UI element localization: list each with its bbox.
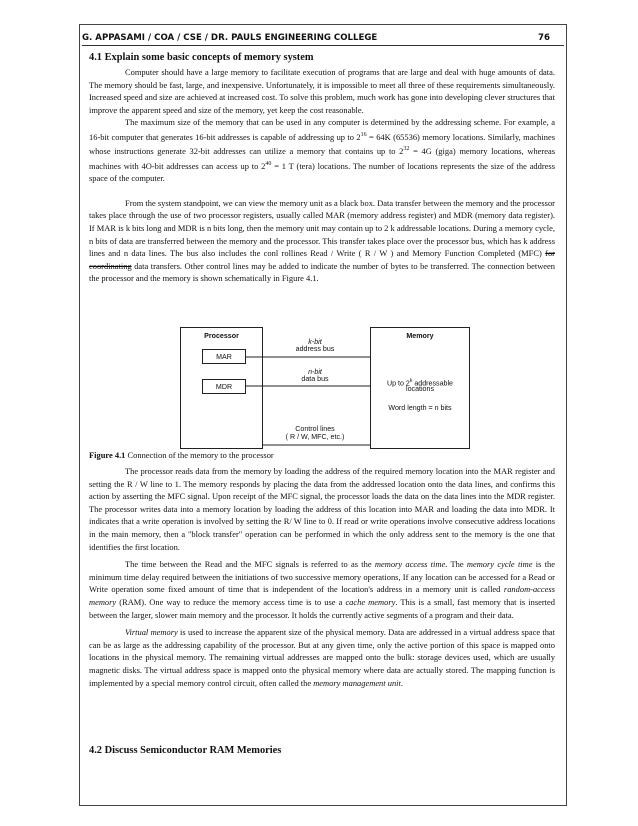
- address-bus-label: address bus: [295, 345, 335, 353]
- page-number: 76: [538, 33, 550, 43]
- word-length-label: Word length = n bits: [388, 404, 452, 412]
- paragraph-black-box: From the system standpoint, we can view the memory unit as a black box. Data transfer between the memory and the processor takes place through the use of two processor registers, usually called MAR (memory address register) and MDR (memory data register). If MAR is k bits long and MDR is n bits long, then the memory unit may contain up to 2 k addressable locations. During a memory cycle, n bits of data are transferred between the memory and the processor. This transfer takes place over the processor bus, which has k address lines and n data lines. The bus also includes the conl rollines Read / Write ( R / W ) and Memory Function Completed (MFC) for coordinating data transfers. Other control lines may be added to indicate the number of bytes to be transferred. The connection between the processor and the memory is shown schematically in Figure 4.1.: [89, 197, 555, 284]
- paragraph-virtual-memory: Virtual memory is used to increase the apparent size of the physical memory. Data are addressed in a virtual address space that can be as large as the addressing capability of the processor. But at any given time, only the active portion of this space is mapped onto locations in the physical memory. The remaining virtual addresses are mapped onto the bulk: storage devices used, which are usually magnetic disks. The virtual address space is mapped onto the physical memory where data are actually stored. The mapping function is implemented by a special memory control circuit, often called the memory management unit.: [89, 627, 556, 688]
- paragraph-access-time: The time between the Read and the MFC signals is referred to as the memory access time. The memory cycle time is the minimum time delay required between the initiations of two successive memory operations, If any location can be accessed for a Read or Write operation some fixed amount of time that is independent of the location's address in a memory unit is called random-access memory (RAM). One way to reduce the memory access time is to use a cache memory. This is a small, fast memory that is inserted between the larger, slower main memory and the processor. It holds the currently active segments of a program and their data.: [89, 559, 555, 620]
- memory-capacity-label: Up to 2$^k$ addressable: [387, 378, 453, 388]
- paragraph-read-write: The processor reads data from the memory by loading the address of the required memory location into the MAR register and setting the R / W line to 1. The memory responds by placing the data from the addressed location onto the data lines, and confirms this action by asserting the MFC signal. Upon receipt of the MFC signal, the processor loads the data on the data lines into the MDR register. The processor writes data into a memory location by loading the address of this location into MAR and loading the data into MDR. It indicates that a write operation is involved by setting the R/ W line to 0. If read or write operations involve consecutive address locations in the main memory, then a "block transfer" operation can be performed in which the only address sent to the memory is the one that identifies the first location.: [89, 466, 555, 552]
- section-4-1-text: [89, 66, 555, 285]
- control-lines-label: Control lines: [295, 425, 335, 433]
- page-header: [82, 33, 564, 43]
- section-heading-4-2: 4.2 Discuss Semiconductor RAM Memories: [89, 745, 282, 756]
- data-bus-label: data bus: [301, 375, 329, 383]
- mar-label: MAR: [216, 353, 232, 361]
- paragraph-memory-requirements: Computer should have a large memory to facilitate execution of programs that are large and deal with huge amounts of data. The memory should be fast, large, and inexpensive. Unfortunately, it is impossible to meet all three of these requirements simultaneously. Increased speed and size are achieved at increased cost. To solve this problem, much work has gone into developing clever structures that improve the apparent speed and size of the memory, yet keep the cost reasonable.: [89, 67, 555, 115]
- section-heading-4-1: 4.1 Explain some basic concepts of memory system: [89, 52, 314, 63]
- memory-label: Memory: [406, 332, 434, 340]
- header-title: G. APPASAMI / COA / CSE / DR. PAULS ENGINEERING COLLEGE: [82, 33, 378, 43]
- memory-locations-label: locations: [406, 385, 434, 393]
- address-bus-bits: k-bit: [308, 338, 322, 346]
- data-bus-bits: n-bit: [308, 368, 322, 376]
- section-4-1-continued: [89, 465, 555, 689]
- processor-label: Processor: [204, 332, 239, 340]
- paragraph-address-space: The maximum size of the memory that can be used in any computer is determined by the addressing scheme. For example, a 16-bit computer that generates 16-bit addresses is capable of addressing up to $2^{16} = 64K$ (65536) memory locations. Similarly, machines whose instructions generate 32-bit addresses can utilize a memory that contains up to $2^{32} = 4G$ (giga) memory locations, whereas machines with 4O-bit addresses can access up to $2^{40} = 1$ T (tera) locations. The number of locations represents the size of the address space of the computer.: [89, 117, 555, 184]
- mdr-label: MDR: [215, 383, 233, 391]
- figure-caption: Figure 4.1 Connection of the memory to the processor: [89, 450, 274, 460]
- header-rule: [82, 45, 564, 46]
- figure-4-1-diagram: [180, 327, 470, 449]
- control-lines-signals: ( R / W, MFC, etc.): [285, 433, 345, 441]
